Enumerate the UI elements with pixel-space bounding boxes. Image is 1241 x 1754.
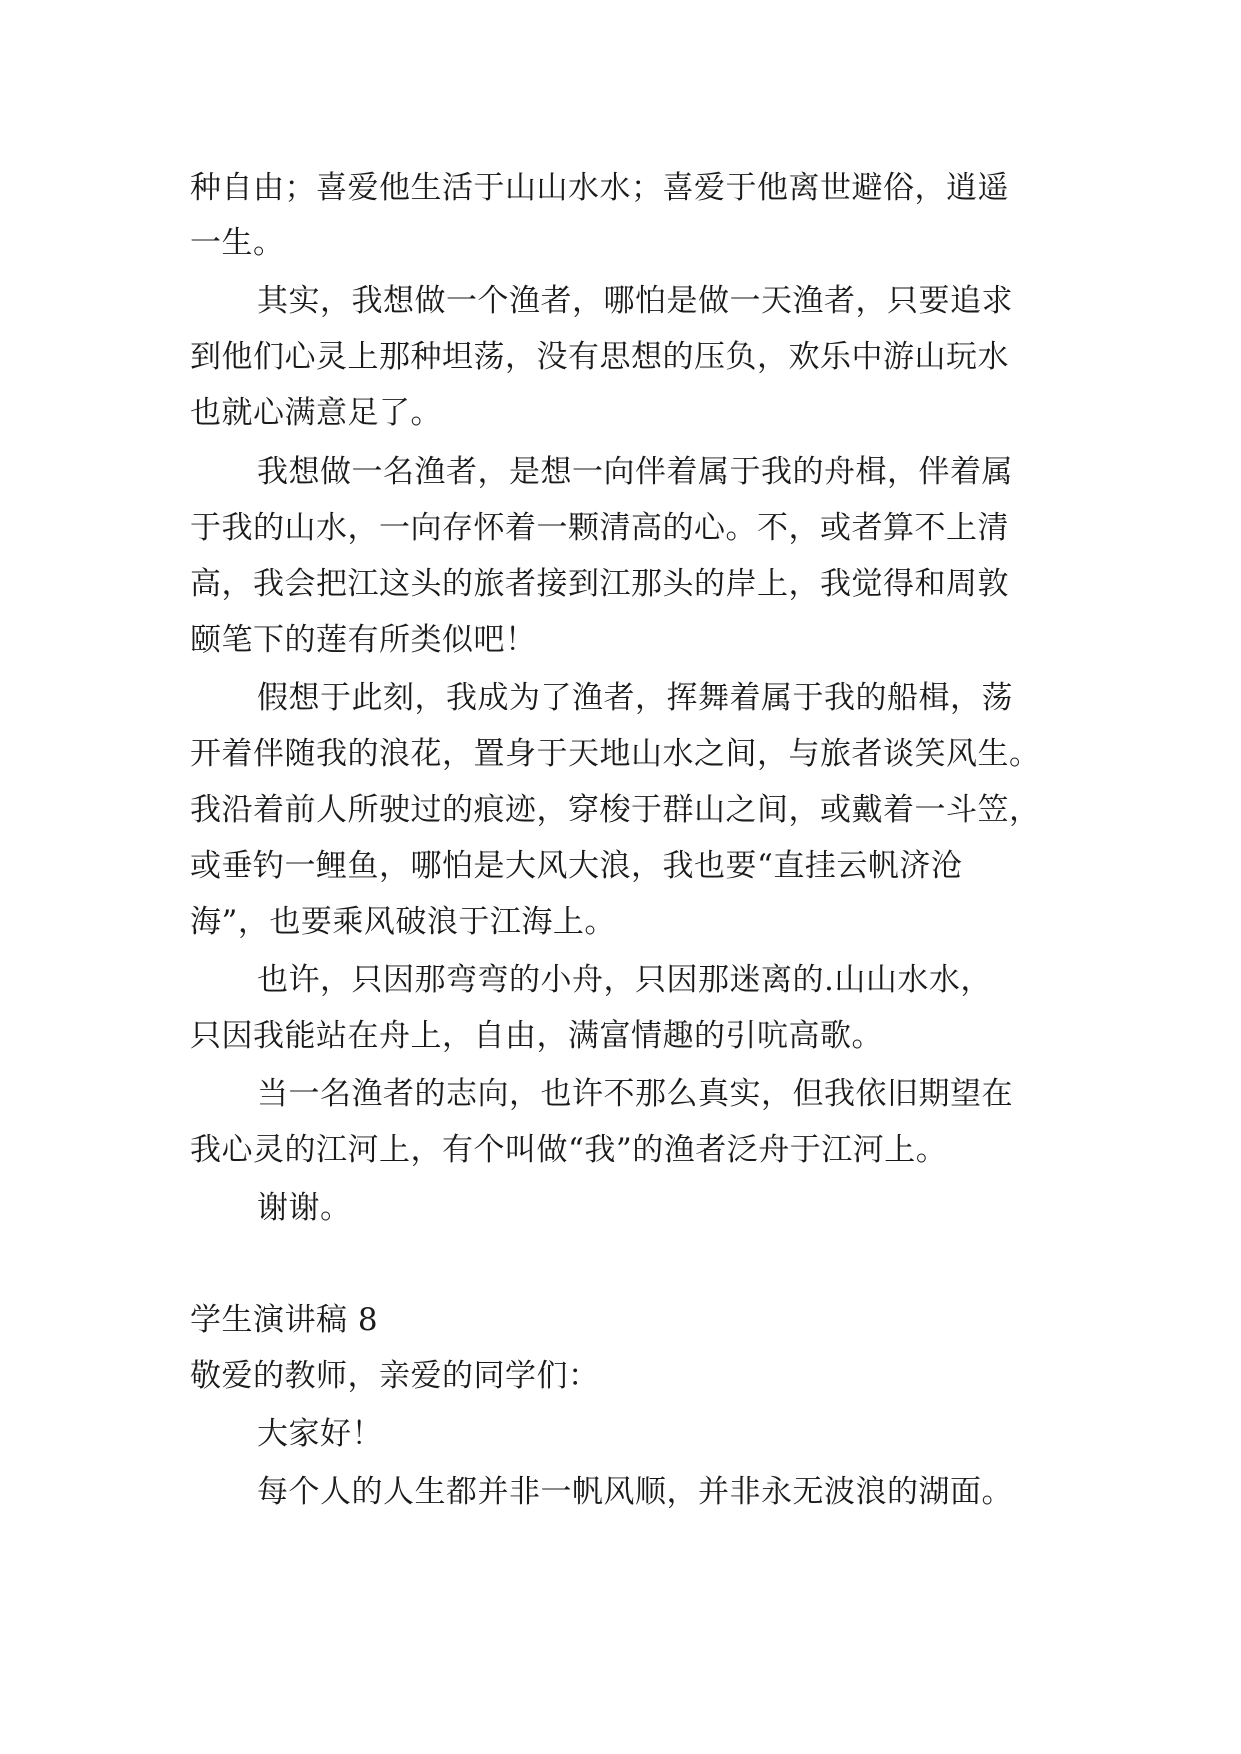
text-line: 只因我能站在舟上，自由，满富情趣的引吭高歌。	[190, 1018, 883, 1054]
paragraph-start: 假想于此刻，我成为了渔者，挥舞着属于我的船楫，荡	[257, 680, 1013, 716]
text-line: 一生。	[190, 225, 285, 261]
paragraph-start: 其实，我想做一个渔者，哪怕是做一天渔者，只要追求	[257, 283, 1013, 319]
paragraph-start: 我想做一名渔者，是想一向伴着属于我的舟楫，伴着属	[257, 454, 1013, 490]
text-line: 海”，也要乘风破浪于江海上。	[190, 904, 616, 940]
text-line: 或垂钓一鲤鱼，哪怕是大风大浪，我也要“直挂云帆济沧	[190, 848, 963, 884]
text-line: 颐笔下的莲有所类似吧！	[190, 622, 537, 658]
text-line: 到他们心灵上那种坦荡，没有思想的压负，欢乐中游山玩水	[190, 339, 1009, 375]
salutation: 敬爱的教师，亲爱的同学们：	[190, 1358, 600, 1394]
text-line: 也就心满意足了。	[190, 395, 442, 431]
text-line: 高，我会把江这头的旅者接到江那头的岸上，我觉得和周敦	[190, 566, 1009, 602]
text-line: 我沿着前人所驶过的痕迹，穿梭于群山之间，或戴着一斗笠，	[190, 792, 1041, 828]
paragraph-start: 也许，只因那弯弯的小舟，只因那迷离的.山山水水，	[257, 962, 992, 998]
text-line: 于我的山水，一向存怀着一颗清高的心。不，或者算不上清	[190, 510, 1009, 546]
text-line: 开着伴随我的浪花，置身于天地山水之间，与旅者谈笑风生。	[190, 736, 1041, 772]
closing-line: 谢谢。	[257, 1190, 352, 1226]
text-line: 种自由；喜爱他生活于山山水水；喜爱于他离世避俗，逍遥	[190, 170, 1009, 206]
text-line: 我心灵的江河上，有个叫做“我”的渔者泛舟于江河上。	[190, 1132, 948, 1168]
greeting: 大家好！	[257, 1416, 383, 1452]
paragraph-start: 当一名渔者的志向，也许不那么真实，但我依旧期望在	[257, 1076, 1013, 1112]
section-heading: 学生演讲稿 8	[190, 1302, 379, 1338]
paragraph-start: 每个人的人生都并非一帆风顺，并非永无波浪的湖面。	[257, 1474, 1013, 1510]
